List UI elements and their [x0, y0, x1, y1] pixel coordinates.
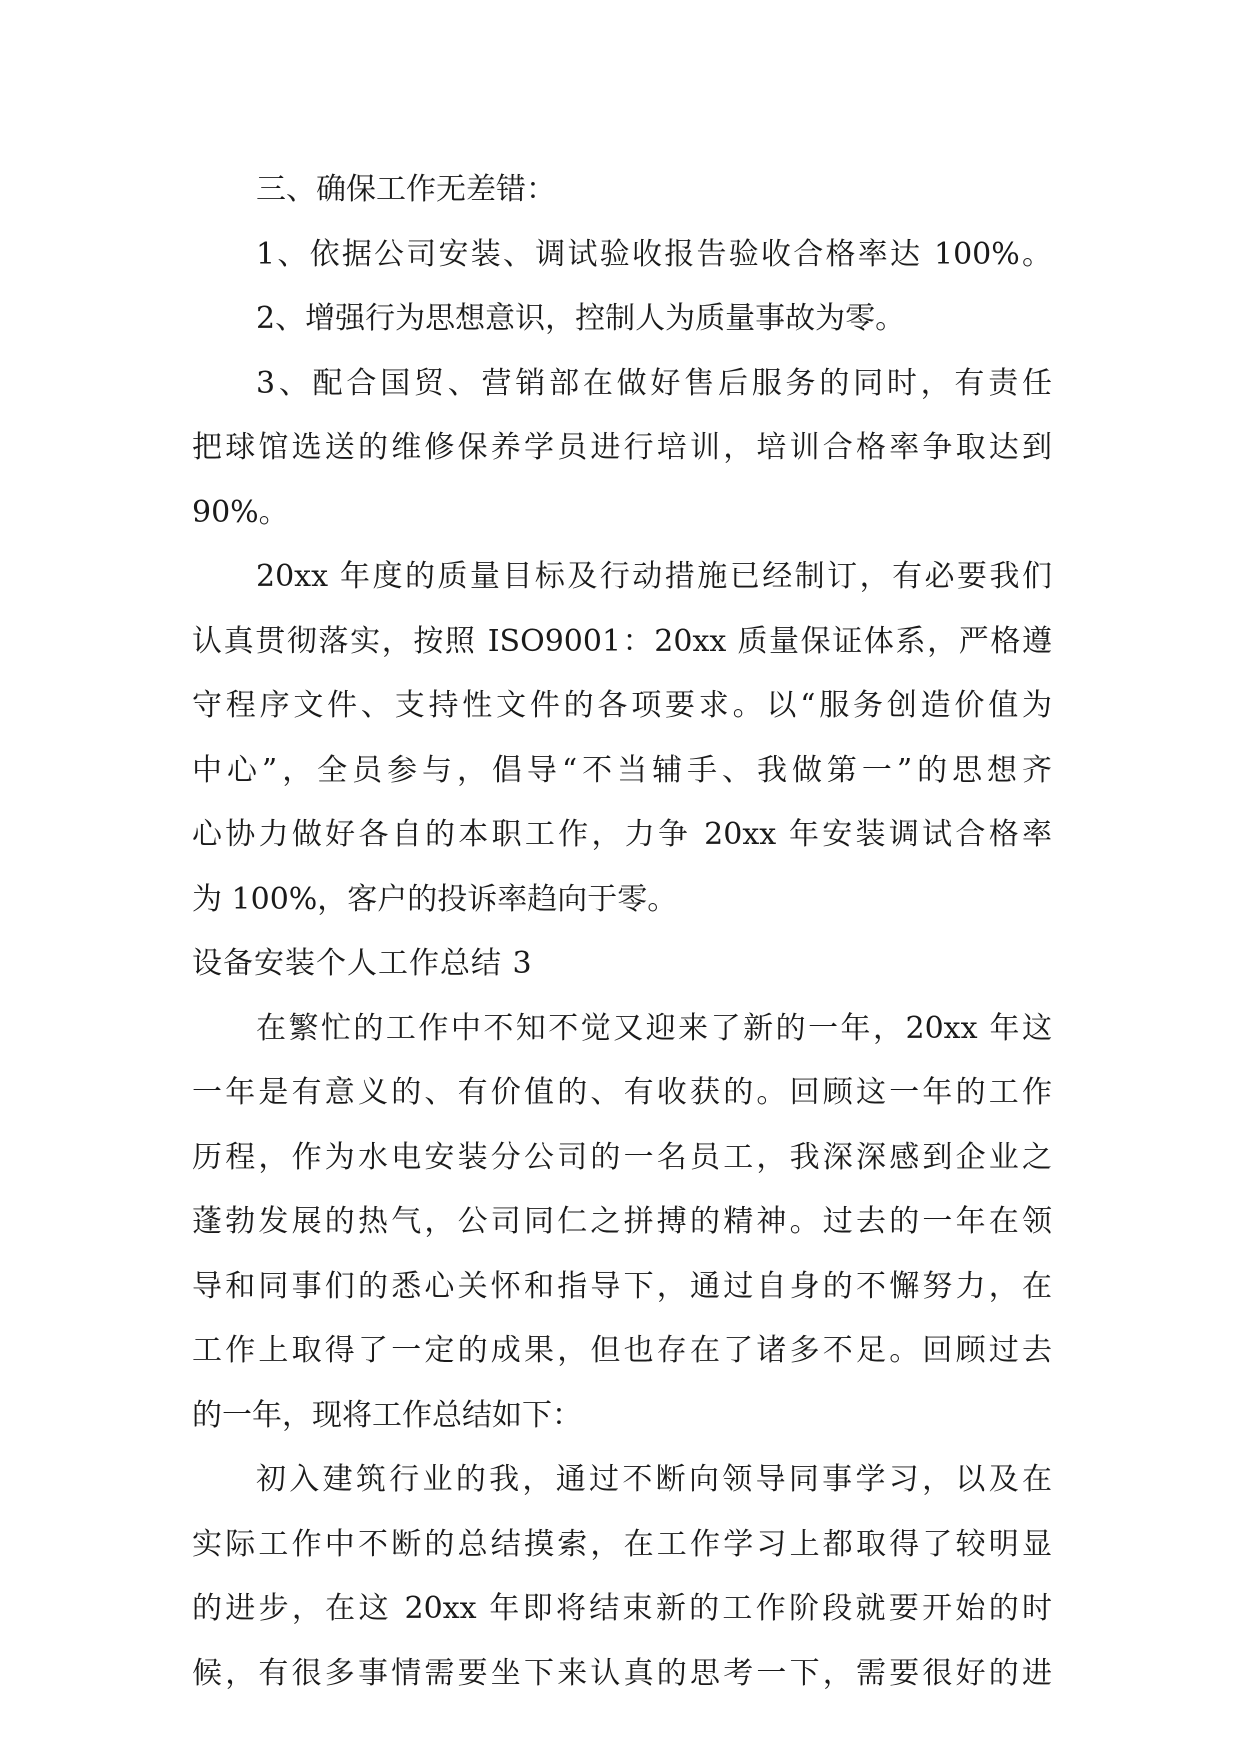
text-line: 工作上取得了一定的成果，但也存在了诸多不足。回顾过去	[192, 1333, 1052, 1368]
text-line: 历程，作为水电安装分公司的一名员工，我深深感到企业之	[192, 1139, 1052, 1175]
text-line: 蓬勃发展的热气，公司同仁之拼搏的精神。过去的一年在领	[192, 1204, 1052, 1239]
text-line: 20xx 年度的质量目标及行动措施已经制订，有必要我们	[256, 559, 1052, 594]
text-line: 认真贯彻落实，按照 ISO9001：20xx 质量保证体系，严格遵	[192, 623, 1052, 659]
text-line: 1、依据公司安装、调试验收报告验收合格率达 100%。	[256, 236, 1052, 272]
text-line: 心协力做好各自的本职工作，力争 20xx 年安装调试合格率	[192, 817, 1052, 852]
document-body	[192, 158, 1052, 1706]
text-line: 守程序文件、支持性文件的各项要求。以“服务创造价值为	[192, 688, 1052, 723]
text-line: 的一年，现将工作总结如下：	[192, 1397, 582, 1433]
text-line: 初入建筑行业的我，通过不断向领导同事学习，以及在	[256, 1462, 1052, 1497]
text-line: 把球馆选送的维修保养学员进行培训，培训合格率争取达到	[192, 430, 1052, 465]
text-line: 导和同事们的悉心关怀和指导下，通过自身的不懈努力，在	[192, 1268, 1052, 1304]
section-heading: 设备安装个人工作总结 3	[192, 946, 533, 981]
text-line: 90%。	[192, 494, 289, 530]
text-line: 候，有很多事情需要坐下来认真的思考一下，需要很好的进	[192, 1655, 1052, 1691]
text-line: 3、配合国贸、营销部在做好售后服务的同时，有责任	[256, 365, 1052, 401]
text-line: 中心”，全员参与，倡导“不当辅手、我做第一”的思想齐	[192, 752, 1052, 788]
text-line: 实际工作中不断的总结摸索，在工作学习上都取得了较明显	[192, 1526, 1052, 1562]
text-line: 的进步，在这 20xx 年即将结束新的工作阶段就要开始的时	[192, 1591, 1052, 1626]
text-line: 在繁忙的工作中不知不觉又迎来了新的一年，20xx 年这	[256, 1010, 1052, 1046]
text-line: 为 100%，客户的投诉率趋向于零。	[192, 881, 678, 917]
text-line: 2、增强行为思想意识，控制人为质量事故为零。	[256, 301, 906, 336]
text-line: 三、确保工作无差错：	[256, 172, 556, 207]
text-line: 一年是有意义的、有价值的、有收获的。回顾这一年的工作	[192, 1075, 1052, 1110]
